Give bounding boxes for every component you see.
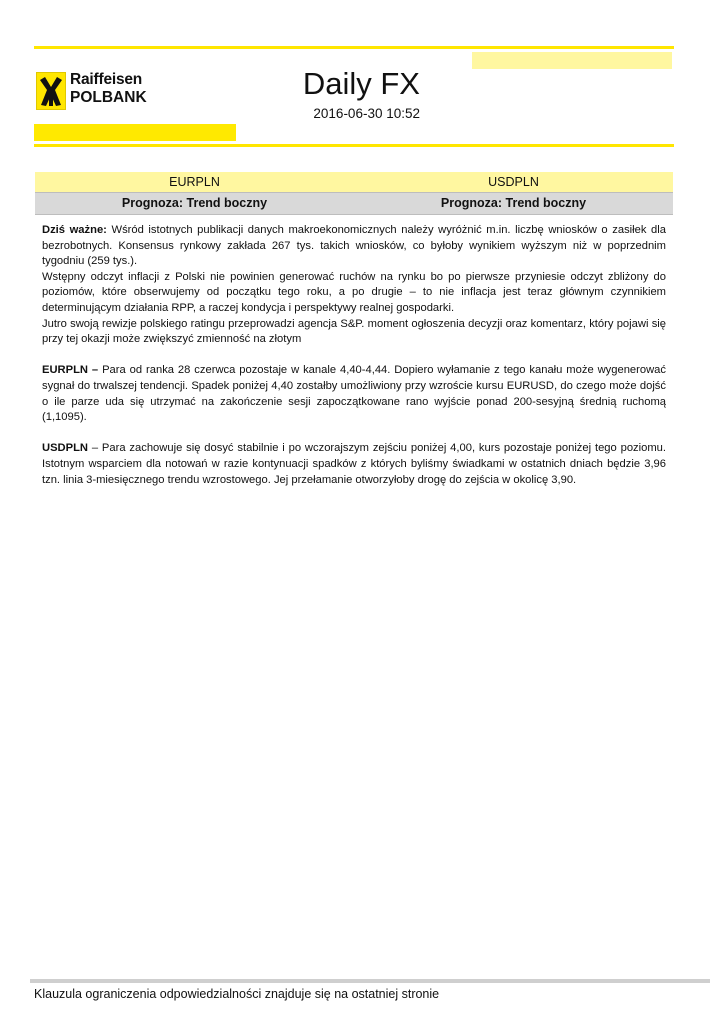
forecast-table xyxy=(35,172,673,215)
usdpln-label: USDPLN xyxy=(42,442,88,455)
header-accent-band-right xyxy=(472,52,672,69)
brand-line-2: POLBANK xyxy=(70,89,147,106)
commentary-body xyxy=(42,223,666,488)
today-important-text: Wśród istotnych publikacji danych makroekonomicznych należy wyróżnić m.in. liczbę wniosków o zasiłek dla bezrobotnych. Konsensus rynkowy zakłada 267 tys. takich wniosków, co byłoby wynikiem wyższym niż w poprzednim tygodniu (259 tys.). xyxy=(42,224,666,268)
brand-line-1: Raiffeisen xyxy=(70,71,143,88)
footer-rule xyxy=(30,979,710,983)
column-header-eurpln: EURPLN xyxy=(169,175,220,189)
report-datetime: 2016-06-30 10:52 xyxy=(313,106,420,121)
usdpln-text: – Para zachowuje się dosyć stabilnie i po wczorajszym zejściu poniżej 4,00, kurs pozostaje poniżej tego poziomu. Istotnym wsparciem dla notowań w razie kontynuacji spadków z których byliśmy świadkami w ostatnich dniach będzie 3,96 tzn. linia 3-miesięcznego trendu wzrostowego. Jej przełamanie otworzyłoby drogę do zejścia w okolicę 3,90. xyxy=(42,442,666,486)
eurpln-label: EURPLN – xyxy=(42,364,99,377)
paragraph-inflation: Wstępny odczyt inflacji z Polski nie powinien generować ruchów na rynku bo po pierwsze przyniesie odczyt zbliżony do poziomów, które obserwujemy od początku tego roku, a po drugie – to nie inflacja jest teraz głównym czynnikiem determinującym działania RPP, a raczej kondycja i perspektywy realnej gospodarki. xyxy=(42,270,666,314)
forecast-table-forecast-row xyxy=(35,192,673,215)
footer-disclaimer: Klauzula ograniczenia odpowiedzialności znajduje się na ostatniej stronie xyxy=(34,987,440,1001)
forecast-table-header-row xyxy=(35,172,673,192)
raiffeisen-polbank-logo xyxy=(36,72,166,112)
forecast-eurpln: Prognoza: Trend boczny xyxy=(121,196,268,210)
column-header-usdpln: USDPLN xyxy=(488,175,539,189)
header-bottom-rule xyxy=(34,144,674,147)
paragraph-eurpln xyxy=(42,363,666,425)
page-title: Daily FX xyxy=(302,66,420,101)
header-accent-band-left xyxy=(34,124,236,141)
raiffeisen-gable-icon xyxy=(36,72,66,110)
paragraph-today-important xyxy=(42,223,666,270)
paragraph-spacer xyxy=(42,426,666,442)
eurpln-text: Para od ranka 28 czerwca pozostaje w kanale 4,40-4,44. Dopiero wyłamanie z tego kanału może wygenerować sygnał do trwalszej tendencji. Spadek poniżej 4,40 zostałby umożliwiony przy wzroście kursu EURUSD, do czego może dojść o ile parze uda się utrzymać na zakończenie sesji zapoczątkowane rano wyjście ponad 200-sesyjną średnią ruchomą (1,1095). xyxy=(42,364,666,424)
paragraph-rating: Jutro swoją rewizje polskiego ratingu przeprowadzi agencja S&P. moment ogłoszenia decyzji oraz komentarz, który pojawi się przy tej okazji może zwiększyć zmienność na złotym xyxy=(42,317,666,346)
paragraph-spacer xyxy=(42,348,666,364)
today-important-label: Dziś ważne: xyxy=(42,224,107,236)
paragraph-usdpln xyxy=(42,441,666,488)
forecast-usdpln: Prognoza: Trend boczny xyxy=(440,196,587,210)
header-top-rule xyxy=(34,46,674,49)
